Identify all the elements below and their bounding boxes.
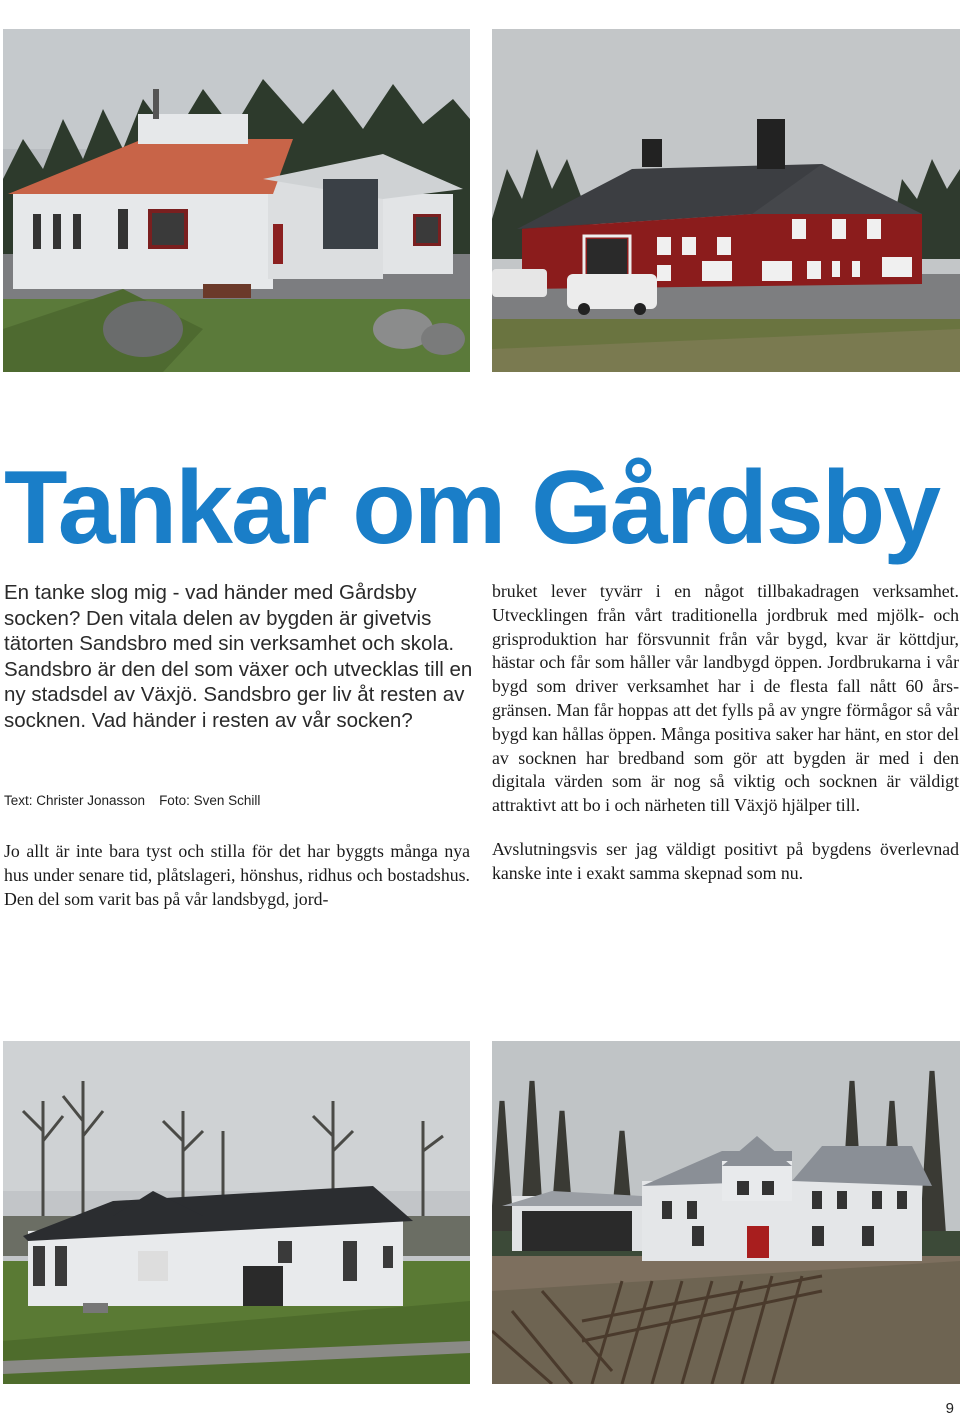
text-credit: Text: Christer Jonasson bbox=[4, 793, 146, 808]
lead-paragraph: En tanke slog mig - vad händer med Gårdsby socken? Den vitala delen av bygden är givetvis tätorten Sandsbro med sin verksamhet och skola. Sandsbro är den del som växer och utvecklas till en ny stadsdel av Växjö. Sandsbro ger liv åt resten av socknen. Vad händer i resten av vår socken? bbox=[4, 581, 473, 732]
body-column-1 bbox=[4, 840, 470, 911]
body-paragraph-3: Avslutningsvis ser jag väldigt positivt på bygdens överlevnad kanske inte i exakt samma skepnad som nu. bbox=[492, 838, 959, 883]
photo-white-house-tile-roof bbox=[3, 29, 470, 372]
body-paragraph-1: Jo allt är inte bara tyst och stilla för det har byggts många nya hus under senare tid, plåtslageri, hönshus, ridhus och bostadshus. Den del som varit bas på vår landsbygd, jord- bbox=[4, 841, 470, 909]
article-credits bbox=[4, 792, 260, 810]
page-number: 9 bbox=[945, 1400, 954, 1417]
body-paragraph-2: bruket lever tyvärr i en något tillbakadragen verksamhet. Utvecklingen från vårt traditionella jordbruk med mjölk- och grisproduktion har försvunnit från vår bygd, kvar är köttdjur, hästar och får som håller vår landbygd öppen. Jordbrukarna i vår bygd som driver verksamhet har i de flesta fall nått 60 års-gränsen. Man får hoppas att det fylls på av yngre förmågor så vår bygd kan hållas öppen. Många positiva saker har hänt, en stor del av socknen har bredband som gör att bygden är med i den digitala värden som är nog så viktig och socknen är väldigt attraktivt att bo i och närheten till Växjö hjälper till. bbox=[492, 581, 959, 816]
photo-red-barn bbox=[492, 29, 960, 372]
photo-credit: Foto: Sven Schill bbox=[159, 793, 261, 808]
body-column-2 bbox=[492, 580, 959, 886]
photo-white-villa-fence bbox=[492, 1041, 960, 1384]
photo-white-house-black-roof bbox=[3, 1041, 470, 1384]
page-title: Tankar om Gårdsby bbox=[4, 450, 940, 566]
